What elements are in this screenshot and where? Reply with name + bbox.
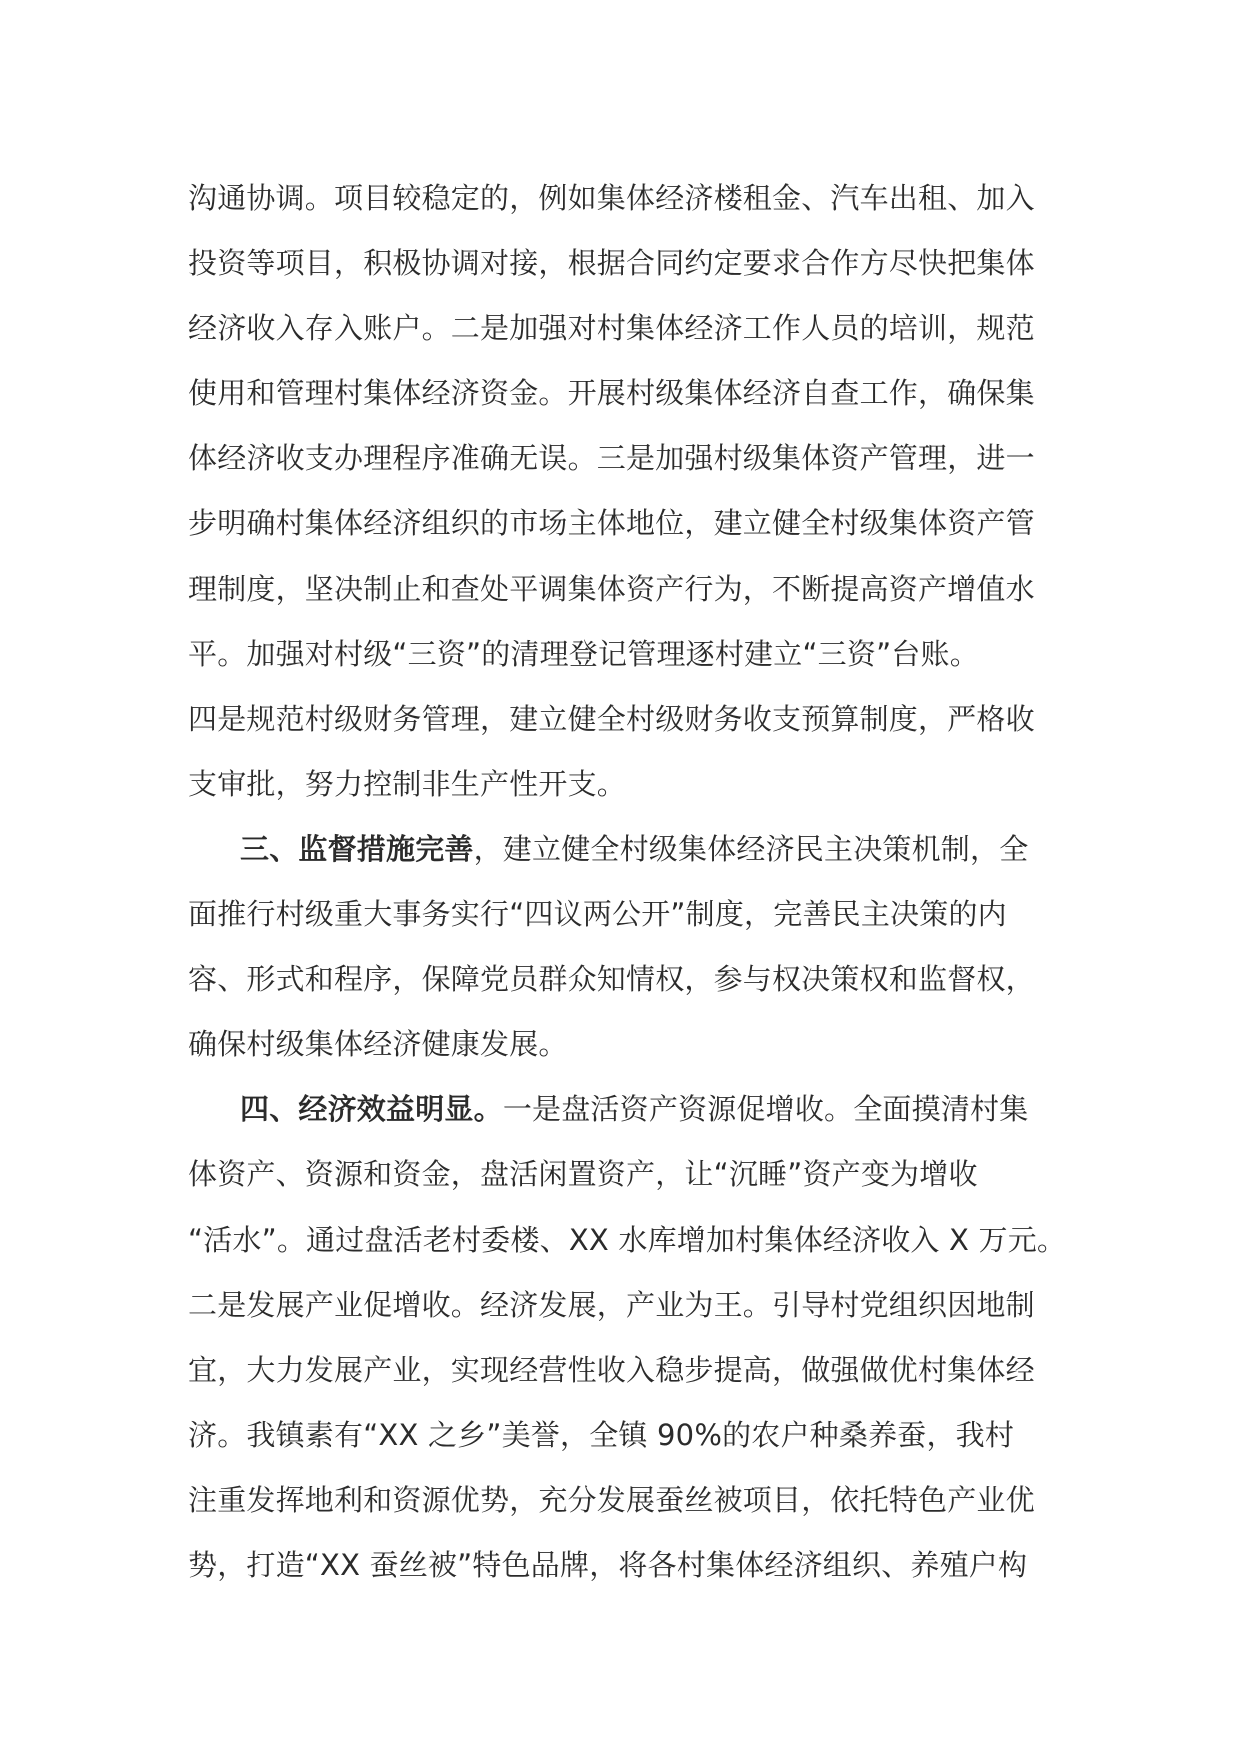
paragraph-line: 面推行村级重大事务实行“四议两公开”制度，完善民主决策的内 xyxy=(188,897,1007,932)
paragraph-line: 投资等项目，积极协调对接，根据合同约定要求合作方尽快把集体 xyxy=(188,246,1035,281)
section-4-text: 一是盘活资产资源促增收。全面摸清村集 xyxy=(502,1092,1029,1127)
paragraph-line: 势，打造“XX 蚕丝被”特色品牌，将各村集体经济组织、养殖户构 xyxy=(188,1547,1028,1582)
paragraph-line: 宜，大力发展产业，实现经营性收入稳步提高，做强做优村集体经 xyxy=(188,1352,1035,1387)
paragraph-line: 济。我镇素有“XX 之乡”美誉，全镇 90%的农户种桑养蚕，我村 xyxy=(188,1417,1015,1452)
section-3-text: ，建立健全村级集体经济民主决策机制，全 xyxy=(473,831,1029,866)
paragraph-line: 体资产、资源和资金，盘活闲置资产，让“沉睡”资产变为增收 xyxy=(188,1157,978,1192)
paragraph-line: 经济收入存入账户。二是加强对村集体经济工作人员的培训，规范 xyxy=(188,311,1035,346)
section-4-first-line xyxy=(188,1077,1068,1142)
section-4-heading: 四、经济效益明显。 xyxy=(240,1092,503,1127)
paragraph-line: 使用和管理村集体经济资金。开展村级集体经济自查工作，确保集 xyxy=(188,376,1035,411)
paragraph-line: 支审批，努力控制非生产性开支。 xyxy=(188,766,627,801)
paragraph-line: 容、形式和程序，保障党员群众知情权，参与权决策权和监督权， xyxy=(188,962,1035,997)
paragraph-line: 二是发展产业促增收。经济发展，产业为王。引导村党组织因地制 xyxy=(188,1287,1035,1322)
paragraph-line: 理制度，坚决制止和查处平调集体资产行为，不断提高资产增值水 xyxy=(188,571,1035,606)
paragraph-line: 体经济收支办理程序准确无误。三是加强村级集体资产管理，进一 xyxy=(188,441,1035,476)
section-3-first-line xyxy=(188,817,1068,882)
paragraph-line: 确保村级集体经济健康发展。 xyxy=(188,1027,568,1062)
paragraph-line: “活水”。通过盘活老村委楼、XX 水库增加村集体经济收入 X 万元。 xyxy=(188,1222,1067,1257)
paragraph-line: 注重发挥地利和资源优势，充分发展蚕丝被项目，依托特色产业优 xyxy=(188,1482,1035,1517)
paragraph-line: 四是规范村级财务管理，建立健全村级财务收支预算制度，严格收 xyxy=(188,701,1035,736)
paragraph-line: 步明确村集体经济组织的市场主体地位，建立健全村级集体资产管 xyxy=(188,506,1035,541)
paragraph-line: 平。加强对村级“三资”的清理登记管理逐村建立“三资”台账。 xyxy=(188,636,979,671)
paragraph-line: 沟通协调。项目较稳定的，例如集体经济楼租金、汽车出租、加入 xyxy=(188,181,1035,215)
section-3-heading: 三、监督措施完善 xyxy=(240,831,474,866)
body-text xyxy=(188,166,1068,1598)
